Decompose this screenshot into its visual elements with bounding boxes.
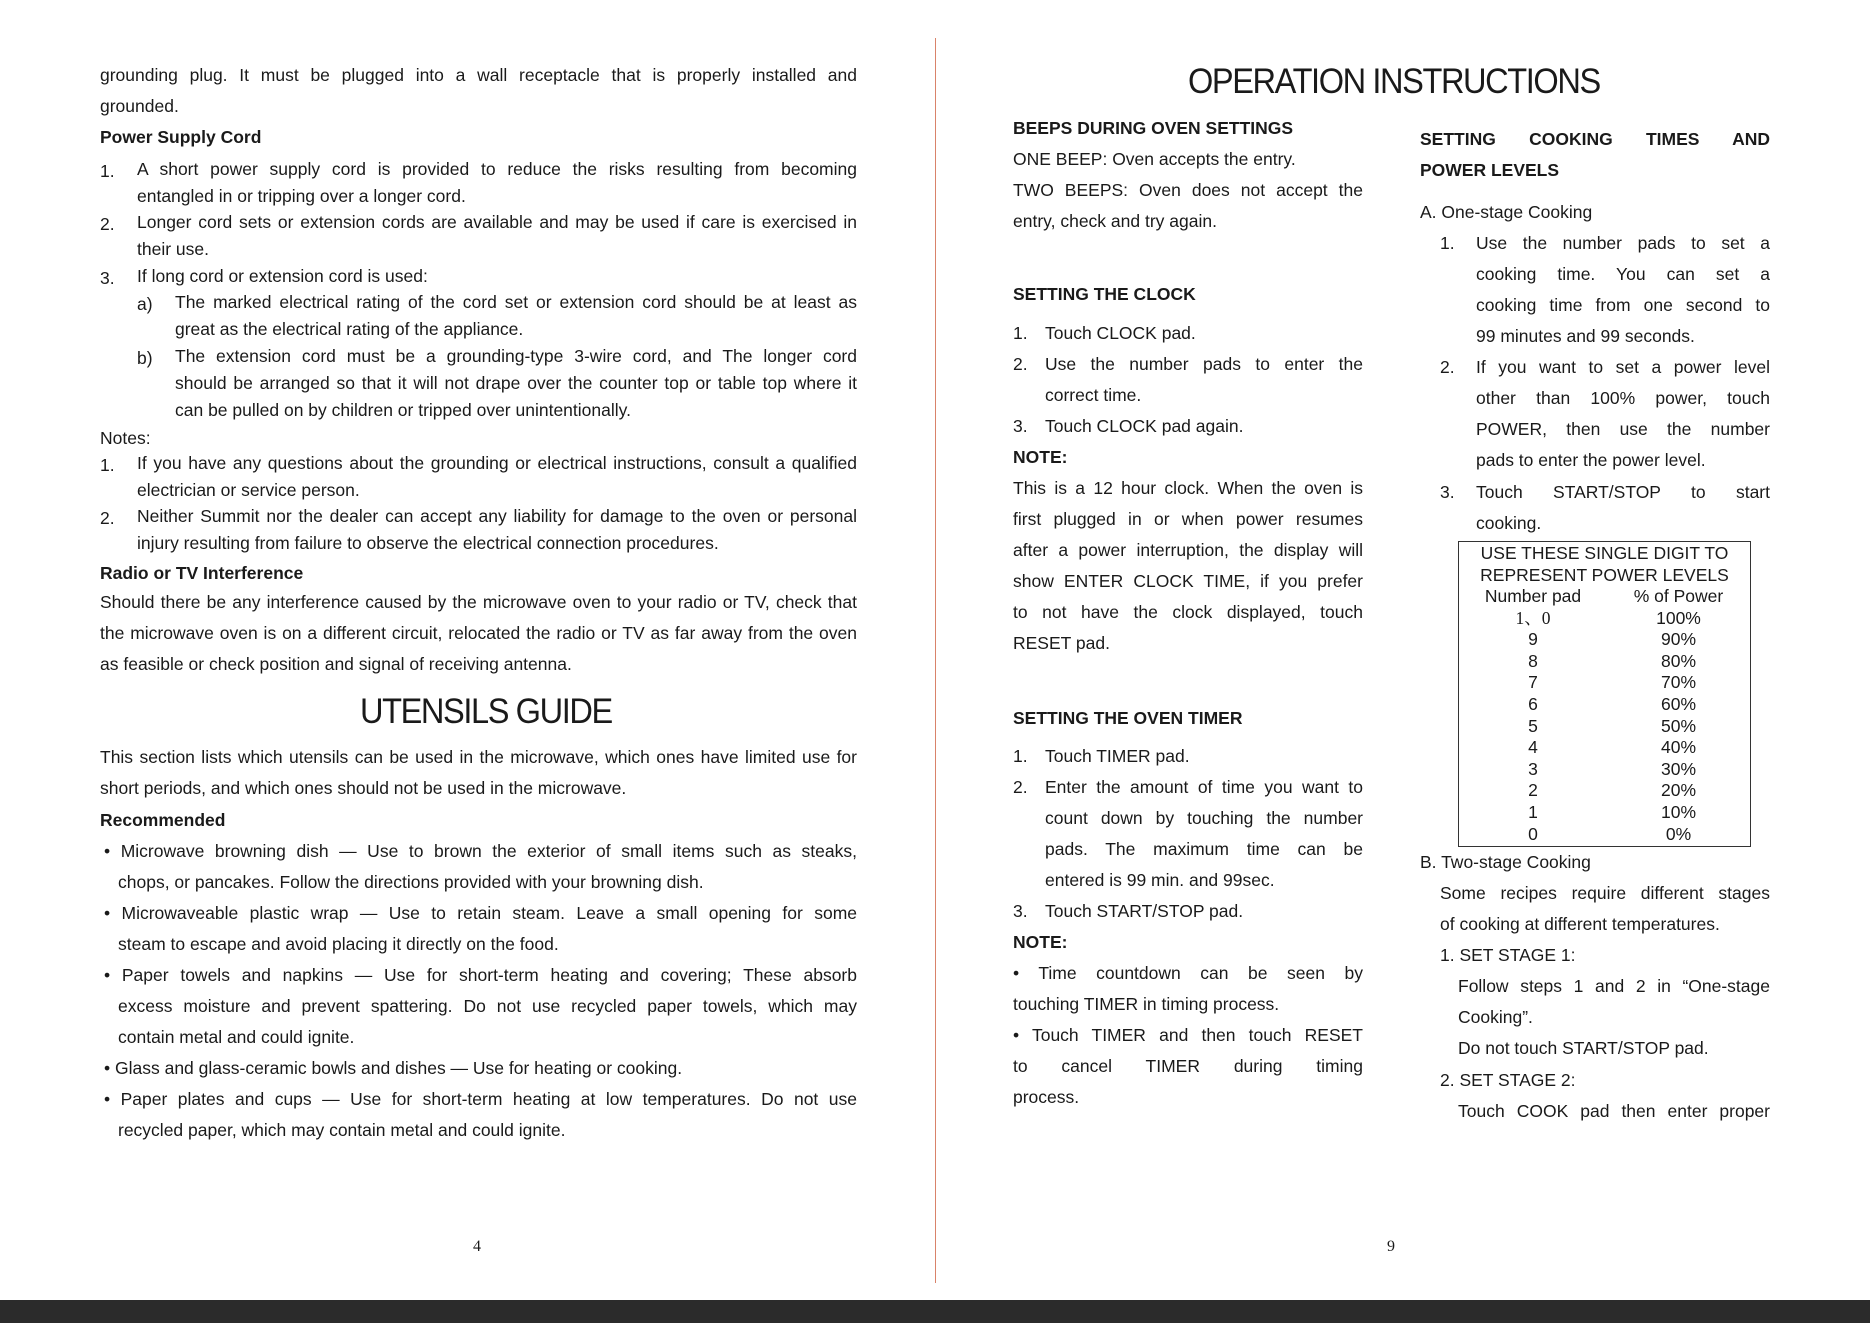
table-row: [1459, 802, 1750, 824]
text-line: pads. The maximum time can be: [1045, 839, 1363, 859]
timer-note-label: NOTE:: [1013, 932, 1068, 952]
text-line: Do not touch START/STOP pad.: [1458, 1038, 1709, 1058]
timer-heading: SETTING THE OVEN TIMER: [1013, 708, 1243, 728]
text-line: touching TIMER in timing process.: [1013, 994, 1280, 1014]
text-line: Neither Summit nor the dealer can accept any liability for damage to the oven or personal: [137, 506, 857, 526]
list-number: 1.: [1013, 323, 1028, 343]
text-line: process.: [1013, 1087, 1080, 1107]
table-cell: 4: [1528, 737, 1538, 758]
text-line: This section lists which utensils can be used in the microwave, which ones have limited use for: [100, 747, 857, 767]
text-line: as feasible or check position and signal of receiving antenna.: [100, 654, 572, 674]
power-level-table: [1458, 541, 1751, 847]
table-cell: 5: [1528, 715, 1538, 736]
text-line: entangled in or tripping over a longer cord.: [137, 186, 466, 206]
column-header: % of Power: [1633, 586, 1724, 606]
table-cell: 100%: [1656, 607, 1701, 628]
one-stage-step: [1476, 228, 1770, 352]
text-line: steam to escape and avoid placing it directly on the food.: [118, 934, 559, 954]
text-line: count down by touching the number: [1045, 808, 1363, 828]
table-cell: 0%: [1665, 823, 1692, 844]
clock-step: Touch CLOCK pad again.: [1045, 416, 1244, 436]
text-line: Longer cord sets or extension cords are available and may be used if care is exercised in: [137, 212, 857, 232]
text-line: • Paper towels and napkins — Use for short-term heating and covering; These absorb: [104, 965, 857, 985]
table-cell: 70%: [1660, 672, 1697, 693]
text-line: correct time.: [1045, 385, 1142, 405]
stage1-label: 1. SET STAGE 1:: [1440, 945, 1576, 965]
table-cell: 9: [1528, 629, 1538, 650]
table-row: [1459, 629, 1750, 651]
timer-step: Touch START/STOP pad.: [1045, 901, 1244, 921]
clock-step: Touch CLOCK pad.: [1045, 323, 1196, 343]
beeps-heading: BEEPS DURING OVEN SETTINGS: [1013, 118, 1294, 138]
text-line: cooking time. You can set a: [1476, 264, 1770, 284]
table-cell: 80%: [1660, 650, 1697, 671]
radio-tv-heading: Radio or TV Interference: [100, 563, 304, 583]
sub-list-letter: a): [137, 294, 153, 314]
text-line: If long cord or extension cord is used:: [137, 266, 428, 286]
text-line: should be arranged so that it will not drape over the counter top or table top where it: [175, 373, 857, 393]
table-cell: 20%: [1660, 780, 1697, 801]
table-cell: 30%: [1660, 758, 1697, 779]
text-line: to cancel TIMER during timing: [1013, 1056, 1363, 1076]
table-row: [1459, 608, 1750, 630]
table-cell: 8: [1528, 650, 1538, 671]
two-stage-intro: [1440, 878, 1770, 940]
bottom-edge-band: [0, 1300, 1870, 1323]
text-line: Should there be any interference caused by the microwave oven to your radio or TV, check that: [100, 592, 857, 612]
text-line: short periods, and which ones should not be used in the microwave.: [100, 778, 627, 798]
table-cell: 10%: [1660, 801, 1697, 822]
text-line: entry, check and try again.: [1013, 211, 1217, 231]
text-line: A short power supply cord is provided to reduce the risks resulting from becoming: [137, 159, 857, 179]
radio-tv-paragraph: [100, 587, 857, 680]
table-row: [1459, 716, 1750, 738]
notes-item: [137, 450, 857, 504]
text-line: their use.: [137, 239, 209, 259]
text-line: Touch START/STOP to start: [1476, 482, 1770, 502]
recommended-item: [104, 960, 857, 1053]
table-row: [1459, 759, 1750, 781]
text-line: to not have the clock displayed, touch: [1013, 602, 1363, 622]
text-line: • Microwave browning dish — Use to brown the exterior of small items such as steaks,: [104, 841, 857, 861]
table-cell: 90%: [1660, 629, 1697, 650]
operation-instructions-title: OPERATION INSTRUCTIONS: [1188, 62, 1600, 101]
table-row: [1459, 780, 1750, 802]
timer-step: Touch TIMER pad.: [1045, 746, 1190, 766]
stage1-text: [1458, 971, 1770, 1064]
text-line: recycled paper, which may contain metal and could ignite.: [118, 1120, 566, 1140]
list-number: 1.: [1013, 746, 1028, 766]
beeps-paragraph: [1013, 144, 1363, 237]
list-number: 1.: [1440, 233, 1455, 253]
two-stage-label: B. Two-stage Cooking: [1420, 852, 1591, 872]
table-cell: 3: [1528, 758, 1538, 779]
text-line: entered is 99 min. and 99sec.: [1045, 870, 1275, 890]
recommended-item: [104, 898, 857, 960]
page-number-left: 4: [473, 1238, 481, 1255]
table-cell: 60%: [1660, 693, 1697, 714]
text-line: excess moisture and prevent spattering. Do not use recycled paper towels, which may: [118, 996, 857, 1016]
clock-heading: SETTING THE CLOCK: [1013, 284, 1196, 304]
text-line: SETTING COOKING TIMES AND: [1420, 129, 1770, 149]
one-stage-label: A. One-stage Cooking: [1420, 202, 1593, 222]
table-row: [1459, 651, 1750, 673]
text-line: can be pulled on by children or tripped over unintentionally.: [175, 400, 631, 420]
text-line: This is a 12 hour clock. When the oven is: [1013, 478, 1363, 498]
clock-step: [1045, 349, 1363, 411]
text-line: Enter the amount of time you want to: [1045, 777, 1363, 797]
list-number: 2.: [1440, 357, 1455, 377]
text-line: Some recipes require different stages: [1440, 883, 1770, 903]
text-line: chops, or pancakes. Follow the directions provided with your browning dish.: [118, 872, 704, 892]
table-row: [1459, 737, 1750, 759]
list-number: 2.: [100, 508, 115, 528]
text-line: pads to enter the power level.: [1476, 450, 1706, 470]
text-line: RESET pad.: [1013, 633, 1110, 653]
table-column-headers: [1459, 586, 1750, 608]
list-number: 1.: [100, 161, 115, 181]
text-line: grounded.: [100, 96, 179, 116]
text-line: POWER LEVELS: [1420, 160, 1560, 180]
utensils-guide-title: UTENSILS GUIDE: [360, 692, 612, 731]
clock-note-label: NOTE:: [1013, 447, 1068, 467]
text-line: contain metal and could ignite.: [118, 1027, 355, 1047]
text-line: cooking.: [1476, 513, 1542, 533]
table-cell: 50%: [1660, 715, 1697, 736]
text-line: great as the electrical rating of the appliance.: [175, 319, 524, 339]
intro-paragraph: [100, 60, 857, 122]
text-line: If you have any questions about the grounding or electrical instructions, consult a qualified: [137, 453, 857, 473]
text-line: • Touch TIMER and then touch RESET: [1013, 1025, 1363, 1045]
text-line: cooking time from one second to: [1476, 295, 1770, 315]
timer-note-paragraph: [1013, 958, 1363, 1113]
text-line: other than 100% power, touch: [1476, 388, 1770, 408]
recommended-item: [104, 1053, 857, 1084]
table-row: [1459, 694, 1750, 716]
text-line: grounding plug. It must be plugged into a wall receptacle that is properly installed and: [100, 65, 857, 85]
text-line: Use the number pads to set a: [1476, 233, 1770, 253]
list-number: 2.: [1013, 354, 1028, 374]
text-line: after a power interruption, the display will: [1013, 540, 1363, 560]
notes-label: Notes:: [100, 428, 151, 448]
column-header: Number pad: [1484, 586, 1582, 606]
table-cell: 6: [1528, 693, 1538, 714]
sub-list-item: [175, 343, 857, 424]
list-number: 3.: [1013, 416, 1028, 436]
table-cell: 0: [1528, 823, 1538, 844]
text-line: • Glass and glass-ceramic bowls and dishes — Use for heating or cooking.: [104, 1058, 683, 1078]
text-line: The extension cord must be a grounding-type 3-wire cord, and The longer cord: [175, 346, 857, 366]
cooking-heading: [1420, 124, 1770, 186]
stage2-label: 2. SET STAGE 2:: [1440, 1070, 1576, 1090]
sub-list-item: [175, 289, 857, 343]
text-line: the microwave oven is on a different circuit, relocated the radio or TV as far away from the oven: [100, 623, 857, 643]
clock-note-paragraph: [1013, 473, 1363, 659]
text-line: The marked electrical rating of the cord set or extension cord should be at least as: [175, 292, 857, 312]
text-line: injury resulting from failure to observe the electrical connection procedures.: [137, 533, 719, 553]
text-line: of cooking at different temperatures.: [1440, 914, 1720, 934]
table-header-line: REPRESENT POWER LEVELS: [1480, 565, 1729, 585]
one-stage-step: [1476, 477, 1770, 539]
list-item: [137, 263, 857, 290]
table-cell: 40%: [1660, 737, 1697, 758]
page-divider: [935, 38, 936, 1283]
list-item: [137, 156, 857, 210]
stage2-text: [1458, 1096, 1770, 1127]
text-line: • Time countdown can be seen by: [1013, 963, 1363, 983]
list-number: 3.: [100, 268, 115, 288]
text-line: Follow steps 1 and 2 in “One-stage: [1458, 976, 1770, 996]
text-line: first plugged in or when power resumes: [1013, 509, 1363, 529]
recommended-item: [104, 836, 857, 898]
text-line: If you want to set a power level: [1476, 357, 1770, 377]
power-cord-heading: Power Supply Cord: [100, 127, 262, 147]
table-row: [1459, 672, 1750, 694]
one-stage-step: [1476, 352, 1770, 476]
text-line: ONE BEEP: Oven accepts the entry.: [1013, 149, 1296, 169]
list-number: 1.: [100, 455, 115, 475]
timer-step: [1045, 772, 1363, 896]
text-line: 99 minutes and 99 seconds.: [1476, 326, 1695, 346]
text-line: Cooking”.: [1458, 1007, 1533, 1027]
text-line: Touch COOK pad then enter proper: [1458, 1101, 1770, 1121]
text-line: show ENTER CLOCK TIME, if you prefer: [1013, 571, 1363, 591]
recommended-heading: Recommended: [100, 810, 226, 830]
text-line: electrician or service person.: [137, 480, 360, 500]
table-cell: 7: [1528, 672, 1538, 693]
text-line: POWER, then use the number: [1476, 419, 1770, 439]
sub-list-letter: b): [137, 348, 153, 368]
notes-item: [137, 503, 857, 557]
table-row: [1459, 824, 1750, 846]
utensils-intro: [100, 742, 857, 804]
text-line: • Microwaveable plastic wrap — Use to retain steam. Leave a small opening for some: [104, 903, 857, 923]
list-number: 2.: [100, 214, 115, 234]
text-line: Use the number pads to enter the: [1045, 354, 1363, 374]
list-number: 3.: [1013, 901, 1028, 921]
list-number: 2.: [1013, 777, 1028, 797]
recommended-item: [104, 1084, 857, 1146]
text-line: TWO BEEPS: Oven does not accept the: [1013, 180, 1363, 200]
list-item: [137, 209, 857, 263]
page-number-right: 9: [1387, 1238, 1395, 1255]
list-number: 3.: [1440, 482, 1455, 502]
table-cell: 2: [1528, 780, 1538, 801]
table-cell: 1、0: [1515, 607, 1551, 628]
table-header-line: USE THESE SINGLE DIGIT TO: [1480, 543, 1729, 563]
table-cell: 1: [1528, 801, 1538, 822]
text-line: • Paper plates and cups — Use for short-term heating at low temperatures. Do not use: [104, 1089, 857, 1109]
